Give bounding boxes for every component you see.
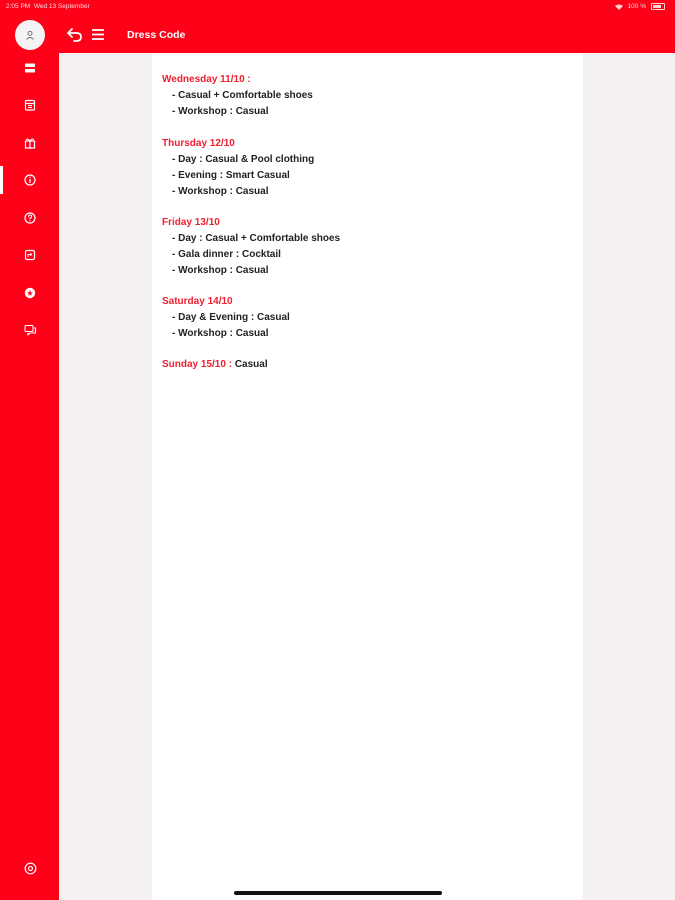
dress-code-item: - Evening : Smart Casual — [172, 170, 290, 181]
sidebar-item-settings[interactable] — [18, 856, 42, 880]
dress-code-item: - Casual + Comfortable shoes — [172, 90, 313, 101]
day-block-friday — [162, 216, 572, 280]
back-button[interactable] — [65, 24, 85, 44]
sidebar-item-star[interactable] — [18, 281, 42, 305]
day-title-value: Casual — [234, 359, 268, 370]
active-nav-marker — [0, 166, 3, 194]
day-block-sunday — [162, 358, 572, 374]
gift-icon — [24, 137, 36, 149]
sidebar-item-info[interactable] — [18, 168, 42, 192]
day-title: Wednesday 11/10 : — [162, 74, 251, 85]
info-icon — [24, 174, 36, 186]
sidebar-item-calendar[interactable] — [18, 93, 42, 117]
status-time: 2:05 PM Wed 13 September — [6, 3, 90, 10]
chat-icon — [24, 324, 37, 336]
day-block-saturday — [162, 295, 572, 343]
dress-code-item: - Day : Casual & Pool clothing — [172, 154, 315, 165]
content-panel — [152, 53, 583, 900]
calendar-icon — [24, 99, 36, 111]
day-title-label: Sunday 15/10 : — [162, 359, 233, 370]
day-title: Friday 13/10 — [162, 217, 220, 228]
sidebar-item-gift[interactable] — [18, 131, 42, 155]
status-bar — [0, 0, 675, 14]
day-title — [162, 358, 572, 374]
sidebar-item-help[interactable] — [18, 206, 42, 230]
battery-label: 100 % — [627, 3, 646, 10]
dress-code-item: - Workshop : Casual — [172, 106, 269, 117]
sidebar-item-directions[interactable] — [18, 243, 42, 267]
dress-code-item: - Workshop : Casual — [172, 186, 269, 197]
star-icon — [24, 287, 36, 299]
hamburger-icon — [90, 25, 106, 43]
sidebar-item-menu[interactable] — [18, 56, 42, 80]
dress-code-item: - Day : Casual + Comfortable shoes — [172, 233, 341, 244]
page-title: Dress Code — [127, 29, 186, 41]
avatar[interactable] — [15, 20, 45, 50]
home-indicator[interactable] — [234, 891, 442, 895]
help-icon — [24, 212, 36, 224]
day-title: Saturday 14/10 — [162, 296, 233, 307]
wifi-icon — [615, 4, 623, 10]
sidebar — [0, 0, 59, 900]
day-title: Thursday 12/10 — [162, 138, 235, 149]
day-block-thursday — [162, 137, 572, 201]
battery-icon — [651, 3, 665, 10]
dress-code-item: - Workshop : Casual — [172, 265, 269, 276]
menu-button[interactable] — [90, 25, 106, 43]
status-right — [615, 3, 665, 10]
menu-icon — [24, 62, 36, 74]
sidebar-item-chat[interactable] — [18, 318, 42, 342]
user-icon — [25, 30, 35, 40]
back-arrow-icon — [65, 24, 85, 44]
dress-code-item: - Workshop : Casual — [172, 328, 269, 339]
dress-code-item: - Gala dinner : Cocktail — [172, 249, 281, 260]
day-block-wednesday — [162, 73, 572, 121]
dress-code-item: - Day & Evening : Casual — [172, 312, 290, 323]
settings-icon — [24, 862, 37, 875]
directions-icon — [24, 249, 36, 261]
